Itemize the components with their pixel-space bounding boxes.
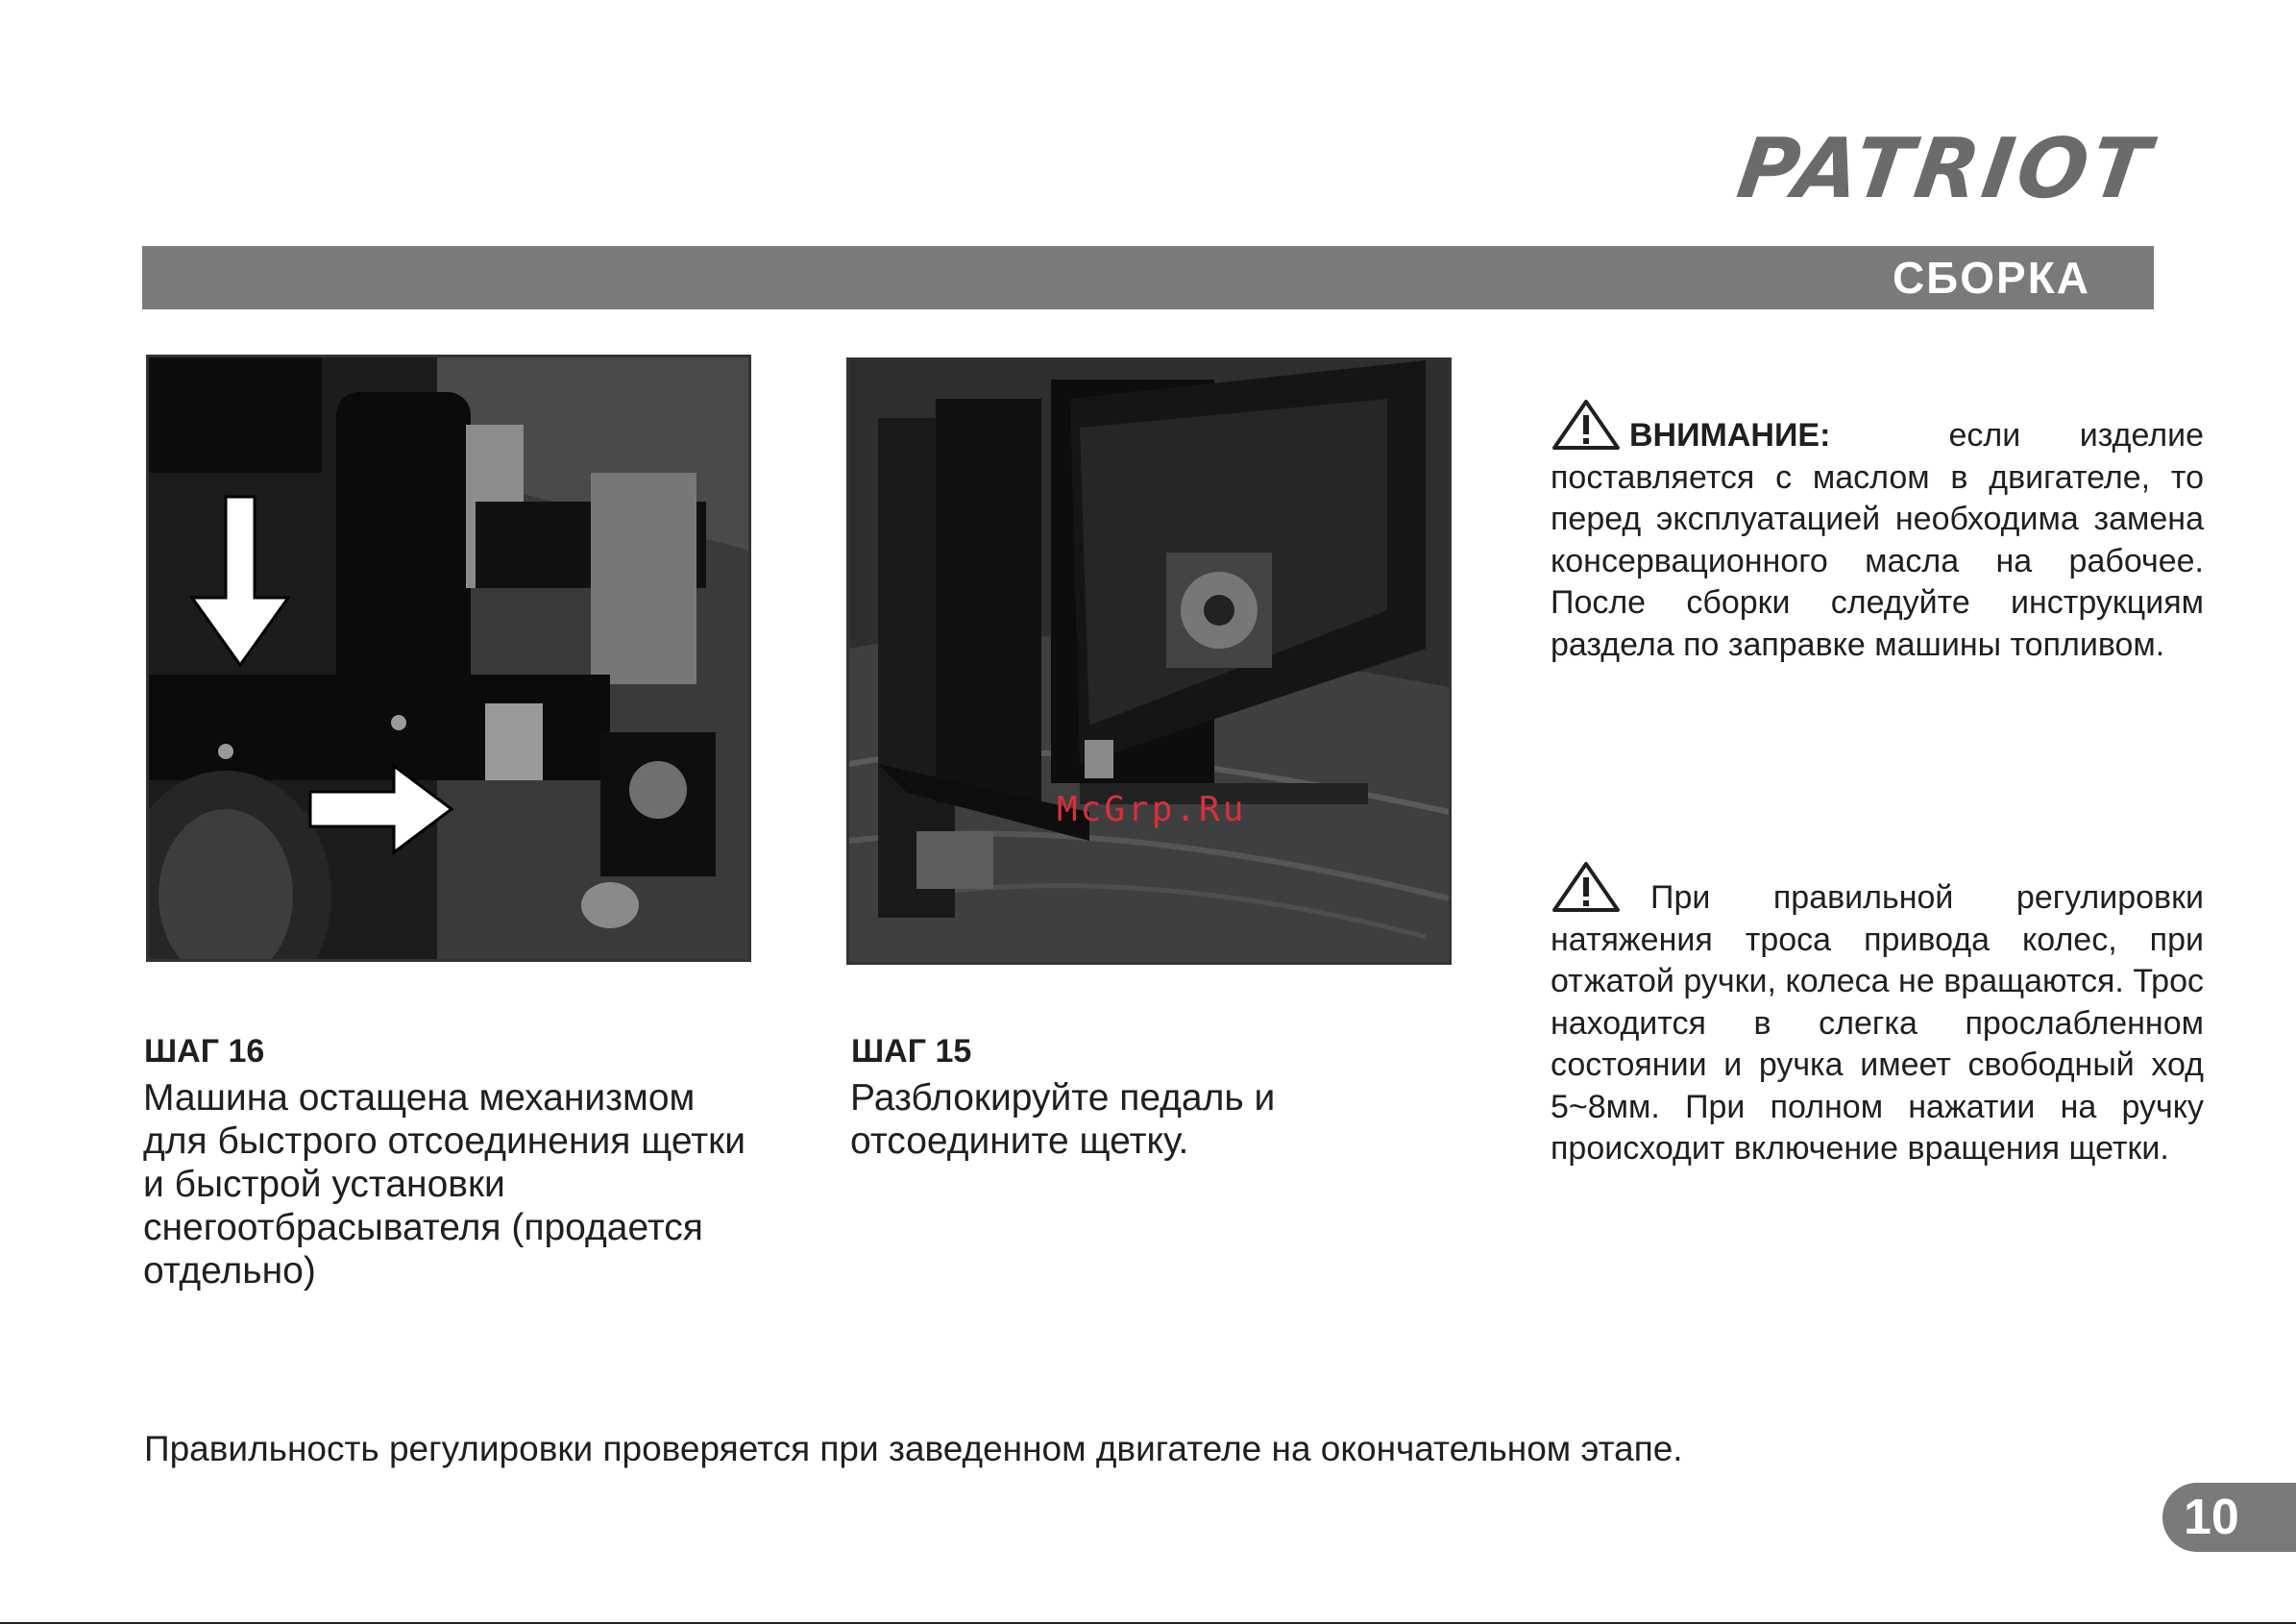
step16-photo <box>146 355 751 962</box>
warning-triangle-icon <box>1551 398 1622 452</box>
step16-line: отдельно) <box>143 1250 316 1292</box>
step16-line: для быстрого отсоединения щетки <box>143 1120 745 1162</box>
attention-label: ВНИМАНИЕ: <box>1629 417 1831 454</box>
page-number: 10 <box>2162 1483 2296 1552</box>
brand-logo: PATRIOT <box>1731 121 2160 217</box>
attention-note <box>1551 398 2204 666</box>
step15-text <box>850 1076 1275 1163</box>
step15-line: отсоедините щетку. <box>850 1120 1189 1162</box>
step16-line: снегоотбрасывателя (продается <box>143 1207 703 1248</box>
step16-text <box>143 1076 745 1292</box>
step15-line: Разблокируйте педаль и <box>850 1077 1276 1119</box>
footer-note: Правильность регулировки проверяется при заведенном двигателе на окончательном этапе. <box>144 1429 1683 1468</box>
step16-line: и быстрой установки <box>143 1164 505 1205</box>
watermark: McGrp.Ru <box>1057 790 1247 829</box>
section-header-bar <box>142 246 2154 309</box>
step15-photo <box>846 357 1452 965</box>
attention-text: если изделие поставляется с маслом в двигателе, то перед эксплуатацией необходима замена консервационного масла на рабочее. После сборки следуйте инструкциям раздела по заправке машины топливом. <box>1551 417 2204 663</box>
step16-title: ШАГ 16 <box>144 1033 265 1070</box>
cable-adjustment-text: При правильной регулировки натяжения троса привода колес, при отжатой ручки, колеса не вращаются. Трос находится в слегка прослабленном состоянии и ручка имеет свободный ход 5~8мм. При полном нажатии на ручку происходит включение вращения щетки. <box>1551 879 2204 1167</box>
section-title: СБОРКА <box>1892 253 2090 303</box>
step16-line: Машина остащена механизмом <box>143 1077 696 1119</box>
warning-triangle-icon <box>1551 860 1622 914</box>
step15-title: ШАГ 15 <box>851 1033 972 1070</box>
cable-adjustment-note <box>1551 860 2204 1170</box>
